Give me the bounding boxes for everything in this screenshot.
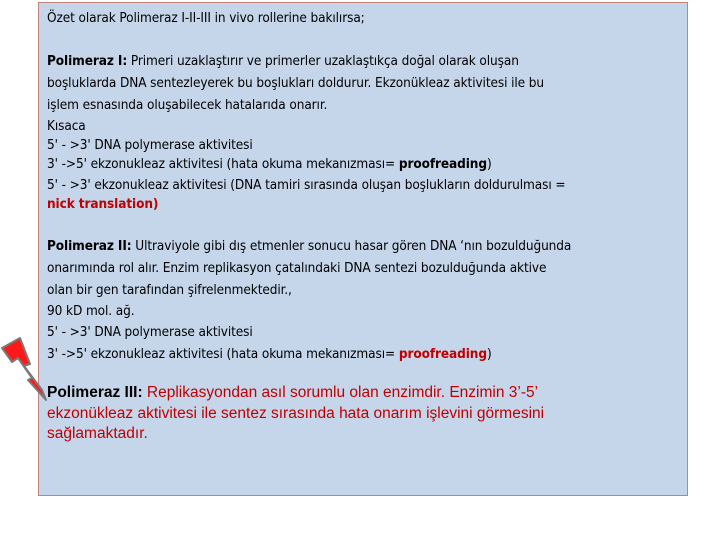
pol1-activity-3: 5' - >3' ekzonukleaz aktivitesi (DNA tamiri sırasında oluşan boşlukların doldurulması = [47,177,566,193]
pol1-act2-post: ) [486,156,492,172]
pol3-block [47,383,544,445]
pol2-activity-1: 5' - >3' DNA polymerase aktivitesi [47,324,253,340]
pol2-line1 [47,237,571,256]
pol2-line1-rest: Ultraviyole gibi dış etmenler sonucu hasar gören DNA ‘nın bozulduğunda [131,238,572,254]
pol2-activity-2 [47,345,492,364]
pol1-nick-translation [47,195,158,214]
pol1-act2-pre: 3' ->5' ekzonukleaz aktivitesi (hata okuma mekanızması= [47,156,399,172]
pol3-title: Polimeraz III: [47,384,143,401]
pol3-line3: sağlamaktadır. [47,425,148,442]
pol2-title: Polimeraz II: [47,238,132,254]
pol1-line3: işlem esnasında oluşabilecek hatalarıda onarır. [47,97,328,113]
pol2-act2-pre: 3' ->5' ekzonukleaz aktivitesi (hata okuma mekanızması= [47,346,399,362]
pol2-line2: onarımında rol alır. Enzim replikasyon çatalındaki DNA sentezi bozulduğunda aktive [47,260,547,276]
pol1-line1-rest: Primeri uzaklaştırır ve primerler uzaklaştıkça doğal olarak oluşan [127,53,519,69]
pol2-act2-post: ) [486,346,492,362]
pol1-nick-translation-text: nick translation) [47,196,159,212]
pol1-line1 [47,52,519,71]
pol3-line2: ekzonükleaz aktivitesi ile sentez sırasında hata onarım işlevini görmesini [47,404,545,422]
lightning-bolt-icon [0,320,52,410]
pol1-proofreading: proofreading [398,156,487,172]
pol2-mol-weight: 90 kD mol. ağ. [47,303,135,319]
pol1-line2: boşluklarda DNA sentezleyerek bu boşlukları doldurur. Ekzonükleaz aktivitesi ile bu [47,75,545,91]
pol1-kisaca: Kısaca [47,118,86,134]
intro-text: Özet olarak Polimeraz I-II-III in vivo rollerine bakılırsa; [47,10,365,26]
pol2-line3: olan bir gen tarafından şifrelenmektedir., [47,282,292,298]
pol3-line1-red: Replikasyondan asıl sorumlu olan enzimdir. Enzimin 3’-5’ [142,384,539,401]
pol2-proofreading: proofreading [398,346,487,362]
pol1-title: Polimeraz I: [47,53,128,69]
pol1-activity-2 [47,155,492,174]
pol1-activity-1: 5' - >3' DNA polymerase aktivitesi [47,137,253,153]
